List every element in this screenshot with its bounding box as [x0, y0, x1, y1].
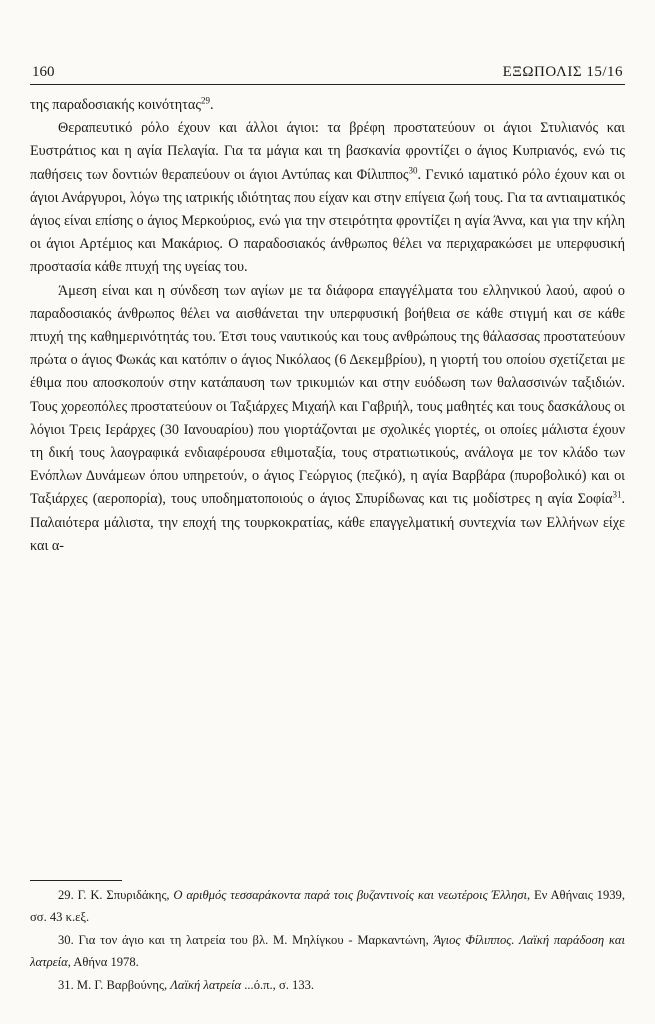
paragraph-healing-saints: Θεραπευτικό ρόλο έχουν και άλλοι άγιοι: τα βρέφη προστατεύουν οι άγιοι Στυλιανός και Ευστράτιος και η αγία Πελαγία. Για τα μάγια και τη βασκανία φροντίζει ο άγιος Κυπριανός, ενώ τις παθήσεις των δοντιών θεραπεύουν οι άγιοι Αντύπας και Φίλιππος$^{30}$. Γενικό ιαματικό ρόλο έχουν και οι άγιοι Ανάργυροι, λόγω της ιατρικής ιδιότητας που είχαν και στην επίγεια ζωή τους. Για τα αντιαιματικός άγιος είναι επίσης ο άγιος Μερκούριος, ενώ για την στειρότητα φροντίζει η αγία Άννα, και για την κήλη οι άγιοι Αρτέμιος και Μακάριος. Ο παραδοσιακός άνθρωπος θέλει να περιχαρακώσει με υπερφυσική προστασία κάθε πτυχή της υγείας του.	[30, 120, 625, 276]
running-title: ΕΞΩΠΟΛΙΣ 15/16	[502, 64, 623, 80]
body-text	[30, 94, 625, 558]
footnote-31: 31. Μ. Γ. Βαρβούνης, Λαϊκή λατρεία ...ό.π., σ. 133.	[58, 977, 315, 992]
running-header	[30, 64, 625, 85]
footnote-29: 29. Γ. Κ. Σπυριδάκης, Ο αριθμός τεσσαράκοντα παρά τοις βυζαντινοίς και νεωτέροις Έλλησι, Εν Αθήναις 1939, σσ. 43 κ.εξ.	[30, 888, 626, 925]
paragraph-continuation: της παραδοσιακής κοινότητας$^{29}$.	[30, 95, 214, 113]
footnote-ref-29[interactable]: 29	[200, 95, 210, 106]
footnote-30: 30. Για τον άγιο και τη λατρεία του βλ. Μ. Μηλίγκου - Μαρκαντώνη, Άγιος Φίλιππος. Λαϊκή παράδοση και λατρεία, Αθήνα 1978.	[30, 932, 626, 970]
footnote-ref-31[interactable]: 31	[612, 489, 622, 500]
footnote-ref-30[interactable]: 30	[408, 164, 418, 175]
footnotes	[30, 884, 625, 996]
page-number: 160	[32, 64, 55, 80]
paragraph-professions-saints: Άμεση είναι και η σύνδεση των αγίων με τα διάφορα επαγγέλματα του ελληνικού λαού, αφού ο παραδοσιακός άνθρωπος θέλει να αισθάνεται την υπερφυσική βοήθεια σε κάθε στιγμή και σε κάθε πτυχή της καθημερινότητάς του. Έτσι τους ναυτικούς και τους ανθρώπους της θάλασσας προστατεύουν πρώτα ο άγιος Φωκάς και κατόπιν ο άγιος Νικόλαος (6 Δεκεμβρίου), η γιορτή του οποίου σχετίζεται με έθιμα που αποσκοπούν στην κατάπαυση των τρικυμιών και στην ευόδωση των θαλασσινών ταξιδιών. Τους χορεοπόλες προστατεύουν οι Ταξιάρχες Μιχαήλ και Γαβριήλ, τους μαθητές και τους δασκάλους οι λόγιοι Τρεις Ιεράρχες (30 Ιανουαρίου) που γιορτάζονται με σχολικές γιορτές, οι οποίες μάλιστα έχουν τη δική τους λαογραφικά ενδιαφέρουσα εθιμοταξία, τους στρατιωτικούς, ανάλογα με τον κλάδο των Ενόπλων Δυνάμεων όπου υπηρετούν, ο άγιος Γεώργιος (πεζικό), η αγία Βαρβάρα (πυροβολικό) και οι Ταξιάρχες (αεροπορία), τους υποδηματοποιούς ο άγιος Σπυρίδωνας και τις μοδίστρες η αγία Σοφία$^{31}$. Παλαιότερα μάλιστα, την εποχή της τουρκοκρατίας, κάθε επαγγελματική συντεχνία των Ελλήνων είχε και α-	[30, 282, 625, 554]
footnote-divider	[30, 880, 122, 881]
